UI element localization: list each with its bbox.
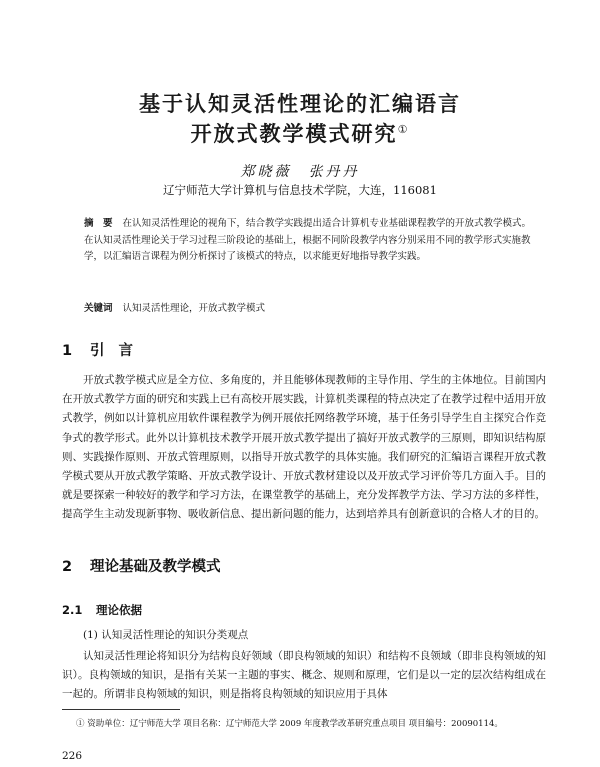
title-line-2 <box>0 118 600 148</box>
abstract-text: 在认知灵活性理论的视角下，结合教学实践提出适合计算机专业基础课程教学的开放式教学模式。在认知灵活性理论关于学习过程三阶段论的基础上，根据不同阶段教学内容分别采用不同的教学形式实施教学，以汇编语言课程为例分析探讨了该模式的特点，以求能更好地指导教学实践。 <box>84 218 532 262</box>
section-2-title: 理论基础及教学模式 <box>90 559 221 575</box>
subsection-heading: (1) 认知灵活性理论的知识分类观点 <box>83 629 249 641</box>
abstract <box>84 216 532 266</box>
affiliation: 辽宁师范大学计算机与信息技术学院，大连，116081 <box>163 183 437 197</box>
keywords-text: 认知灵活性理论，开放式教学模式 <box>122 303 266 314</box>
authors: 郑晓薇 张丹丹 <box>240 164 360 180</box>
section-2-heading <box>62 555 221 576</box>
keywords <box>84 300 532 314</box>
paragraph-intro: 开放式教学模式应是全方位、多角度的，并且能够体现教师的主导作用、学生的主体地位。目前国内在开放式教学方面的研究和实践上已有高校开展实践，计算机类课程的特点决定了在教学过程中适用开放式教学，例如以计算机应用软件课程教学为例开展依托网络教学环境，基于任务引导学生自主探究合作竞争式的教学形式。此外以计算机技术教学开展开放式教学提出了搞好开放式教学的三原则，即知识结构原则、实践操作原则、开放式管理原则，以指导开放式教学的具体实施。我们研究的汇编语言课程开放式教学模式要从开放式教学策略、开放式教学设计、开放式教材建设以及开放式学习评价等几方面入手。目的就是要探索一种较好的教学和学习方法，在课堂教学的基础上，充分发挥教学方法、学习方法的多样性，提高学生主动发现新事物、吸收新信息、提出新问题的能力，达到培养具有创新意识的合格人才的目的。 <box>62 374 546 521</box>
abstract-label: 摘 要 <box>84 218 113 229</box>
section-1-title: 引言 <box>90 343 147 359</box>
title-line-1: 基于认知灵活性理论的汇编语言 <box>139 92 461 116</box>
section-1-number: 1 <box>62 343 73 359</box>
section-2-1-heading <box>62 602 142 618</box>
section-1-heading <box>62 339 147 360</box>
section-2-number: 2 <box>62 559 73 575</box>
keywords-label: 关键词 <box>84 303 113 314</box>
section-2-1-number: 2.1 <box>62 603 83 617</box>
page-number: 226 <box>62 750 83 762</box>
footnote: ① 资助单位：辽宁师范大学 项目名称：辽宁师范大学 2009 年度教学改革研究重点项目 项目编号：20090114。 <box>76 719 503 729</box>
footnote-divider <box>62 709 180 710</box>
section-2-1-title: 理论依据 <box>96 603 142 617</box>
title-footnote-mark[interactable]: ① <box>397 123 410 136</box>
paragraph-knowledge: 认知灵活性理论将知识分为结构良好领域（即良构领域的知识）和结构不良领域（即非良构领域的知识）。良构领域的知识，是指有关某一主题的事实、概念、规则和原理，它们是以一定的层次结构组成在一起的。所谓非良构领域的知识，则是指将良构领域的知识应用于具体 <box>62 650 546 701</box>
title-line-2-text: 开放式教学模式研究 <box>190 122 398 146</box>
